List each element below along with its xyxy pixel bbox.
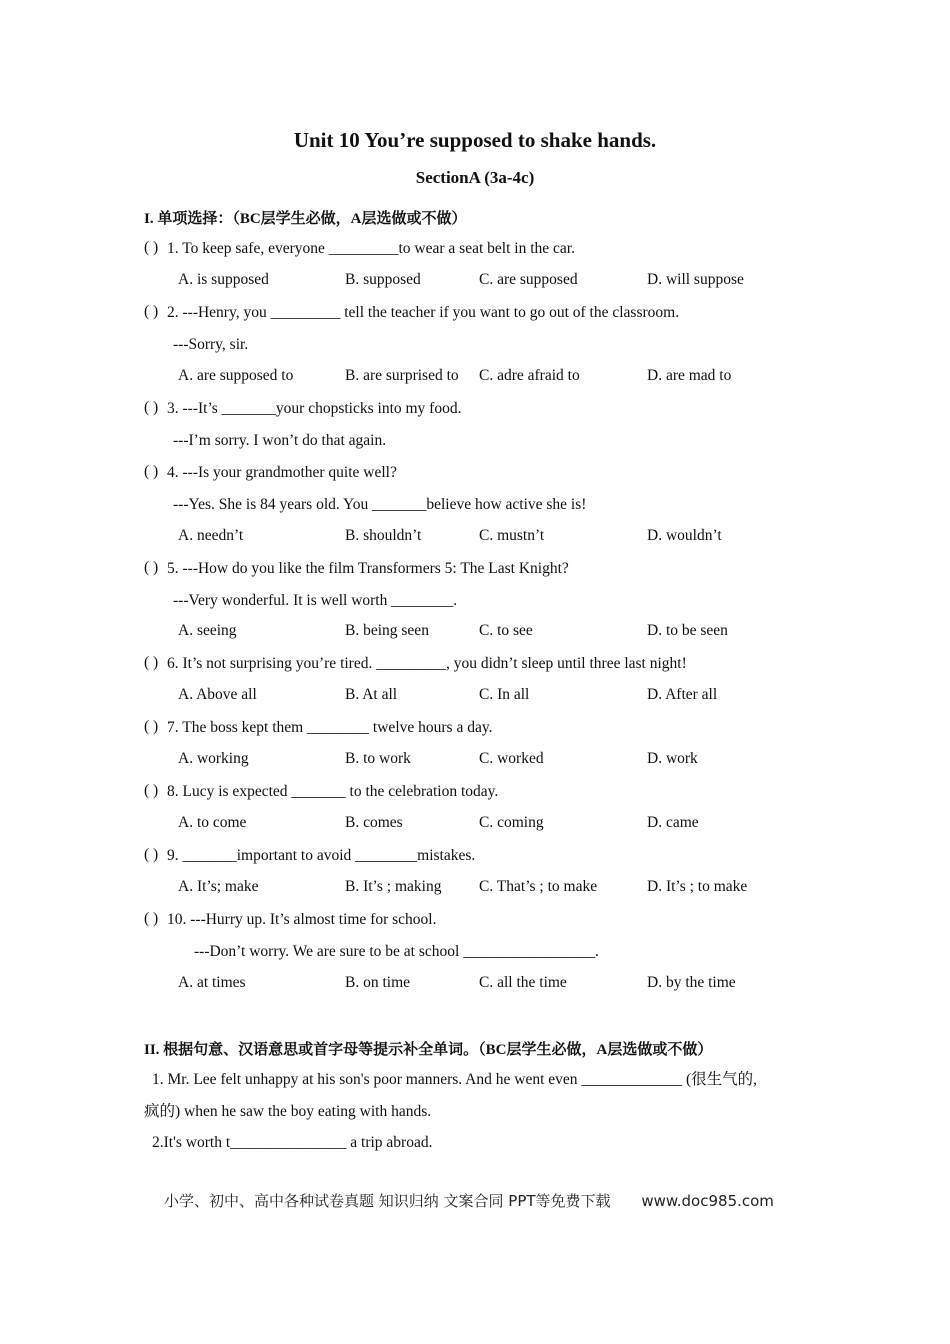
question-1-stem: 1. To keep safe, everyone _________to wear a seat belt in the car.: [167, 240, 575, 257]
answer-blank-3: ( ): [144, 399, 159, 416]
q1-option-c: C. are supposed: [479, 271, 578, 288]
answer-blank-5: ( ): [144, 559, 159, 576]
q7-option-a: A. working: [178, 750, 249, 767]
q10-option-c: C. all the time: [479, 974, 567, 991]
footer-url[interactable]: www.doc985.com: [641, 1192, 774, 1210]
fill-item-2: 2.It's worth t_______________ a trip abroad.: [152, 1134, 433, 1151]
answer-blank-8: ( ): [144, 782, 159, 799]
page-title: Unit 10 You’re supposed to shake hands.: [293, 128, 657, 152]
answer-blank-2: ( ): [144, 303, 159, 320]
q4-option-d: D. wouldn’t: [647, 527, 722, 544]
q4-option-b: B. shouldn’t: [345, 527, 422, 544]
question-5-followup: ---Very wonderful. It is well worth ________.: [173, 592, 458, 609]
fill-item-1-continued: 疯的) when he saw the boy eating with hands.: [144, 1103, 432, 1120]
answer-blank-9: ( ): [144, 846, 159, 863]
q8-option-a: A. to come: [178, 814, 247, 831]
q10-option-d: D. by the time: [647, 974, 736, 991]
answer-blank-7: ( ): [144, 718, 159, 735]
q7-option-d: D. work: [647, 750, 698, 767]
question-4-followup: ---Yes. She is 84 years old. You _______believe how active she is!: [173, 496, 587, 513]
q5-option-a: A. seeing: [178, 622, 237, 639]
q6-option-d: D. After all: [647, 686, 718, 703]
question-5-stem: 5. ---How do you like the film Transformers 5: The Last Knight?: [167, 560, 569, 577]
question-2-stem: 2. ---Henry, you _________ tell the teacher if you want to go out of the classroom.: [167, 304, 680, 321]
q8-option-b: B. comes: [345, 814, 403, 831]
answer-blank-4: ( ): [144, 463, 159, 480]
q9-option-b: B. It’s ; making: [345, 878, 442, 895]
q5-option-d: D. to be seen: [647, 622, 728, 639]
question-10-stem: 10. ---Hurry up. It’s almost time for school.: [167, 911, 437, 928]
q2-option-c: C. adre afraid to: [479, 367, 580, 384]
question-2-followup: ---Sorry, sir.: [173, 336, 249, 353]
q9-option-a: A. It’s; make: [178, 878, 259, 895]
q2-option-b: B. are surprised to: [345, 367, 459, 384]
answer-blank-1: ( ): [144, 239, 159, 256]
page-subtitle: SectionA (3a-4c): [415, 168, 535, 187]
q1-option-a: A. is supposed: [178, 271, 269, 288]
q2-option-a: A. are supposed to: [178, 367, 294, 384]
q1-option-b: B. supposed: [345, 271, 421, 288]
answer-blank-6: ( ): [144, 654, 159, 671]
q6-option-b: B. At all: [345, 686, 398, 703]
question-9-stem: 9. _______important to avoid ________mistakes.: [167, 847, 476, 864]
footer-text: 小学、初中、高中各种试卷真题 知识归纳 文案合同 PPT等免费下载: [164, 1192, 611, 1210]
question-7-stem: 7. The boss kept them ________ twelve hours a day.: [167, 719, 493, 736]
question-6-stem: 6. It’s not surprising you’re tired. _________, you didn’t sleep until three last night!: [167, 655, 687, 672]
q6-option-c: C. In all: [479, 686, 530, 703]
q8-option-c: C. coming: [479, 814, 544, 831]
answer-blank-10: ( ): [144, 910, 159, 927]
q9-option-c: C. That’s ; to make: [479, 878, 598, 895]
fill-item-1: 1. Mr. Lee felt unhappy at his son's poor manners. And he went even _____________ (很生气的,: [152, 1071, 758, 1088]
q7-option-c: C. worked: [479, 750, 544, 767]
question-8-stem: 8. Lucy is expected _______ to the celebration today.: [167, 783, 499, 800]
q1-option-d: D. will suppose: [647, 271, 744, 288]
q5-option-c: C. to see: [479, 622, 533, 639]
section-2-heading: II. 根据句意、汉语意思或首字母等提示补全单词。（BC层学生必做，A层选做或不做）: [144, 1042, 713, 1058]
page-footer: [164, 1190, 774, 1211]
q2-option-d: D. are mad to: [647, 367, 732, 384]
q10-option-b: B. on time: [345, 974, 411, 991]
question-3-followup: ---I’m sorry. I won’t do that again.: [173, 432, 387, 449]
q8-option-d: D. came: [647, 814, 699, 831]
q10-option-a: A. at times: [178, 974, 246, 991]
q5-option-b: B. being seen: [345, 622, 429, 639]
question-10-followup: ---Don’t worry. We are sure to be at school _________________.: [194, 943, 599, 960]
section-1-heading: I. 单项选择：（BC层学生必做，A层选做或不做）: [144, 211, 467, 227]
q4-option-c: C. mustn’t: [479, 527, 545, 544]
q7-option-b: B. to work: [345, 750, 411, 767]
question-4-stem: 4. ---Is your grandmother quite well?: [167, 464, 397, 481]
q9-option-d: D. It’s ; to make: [647, 878, 748, 895]
question-3-stem: 3. ---It’s _______your chopsticks into my food.: [167, 400, 462, 417]
q4-option-a: A. needn’t: [178, 527, 244, 544]
q6-option-a: A. Above all: [178, 686, 257, 703]
